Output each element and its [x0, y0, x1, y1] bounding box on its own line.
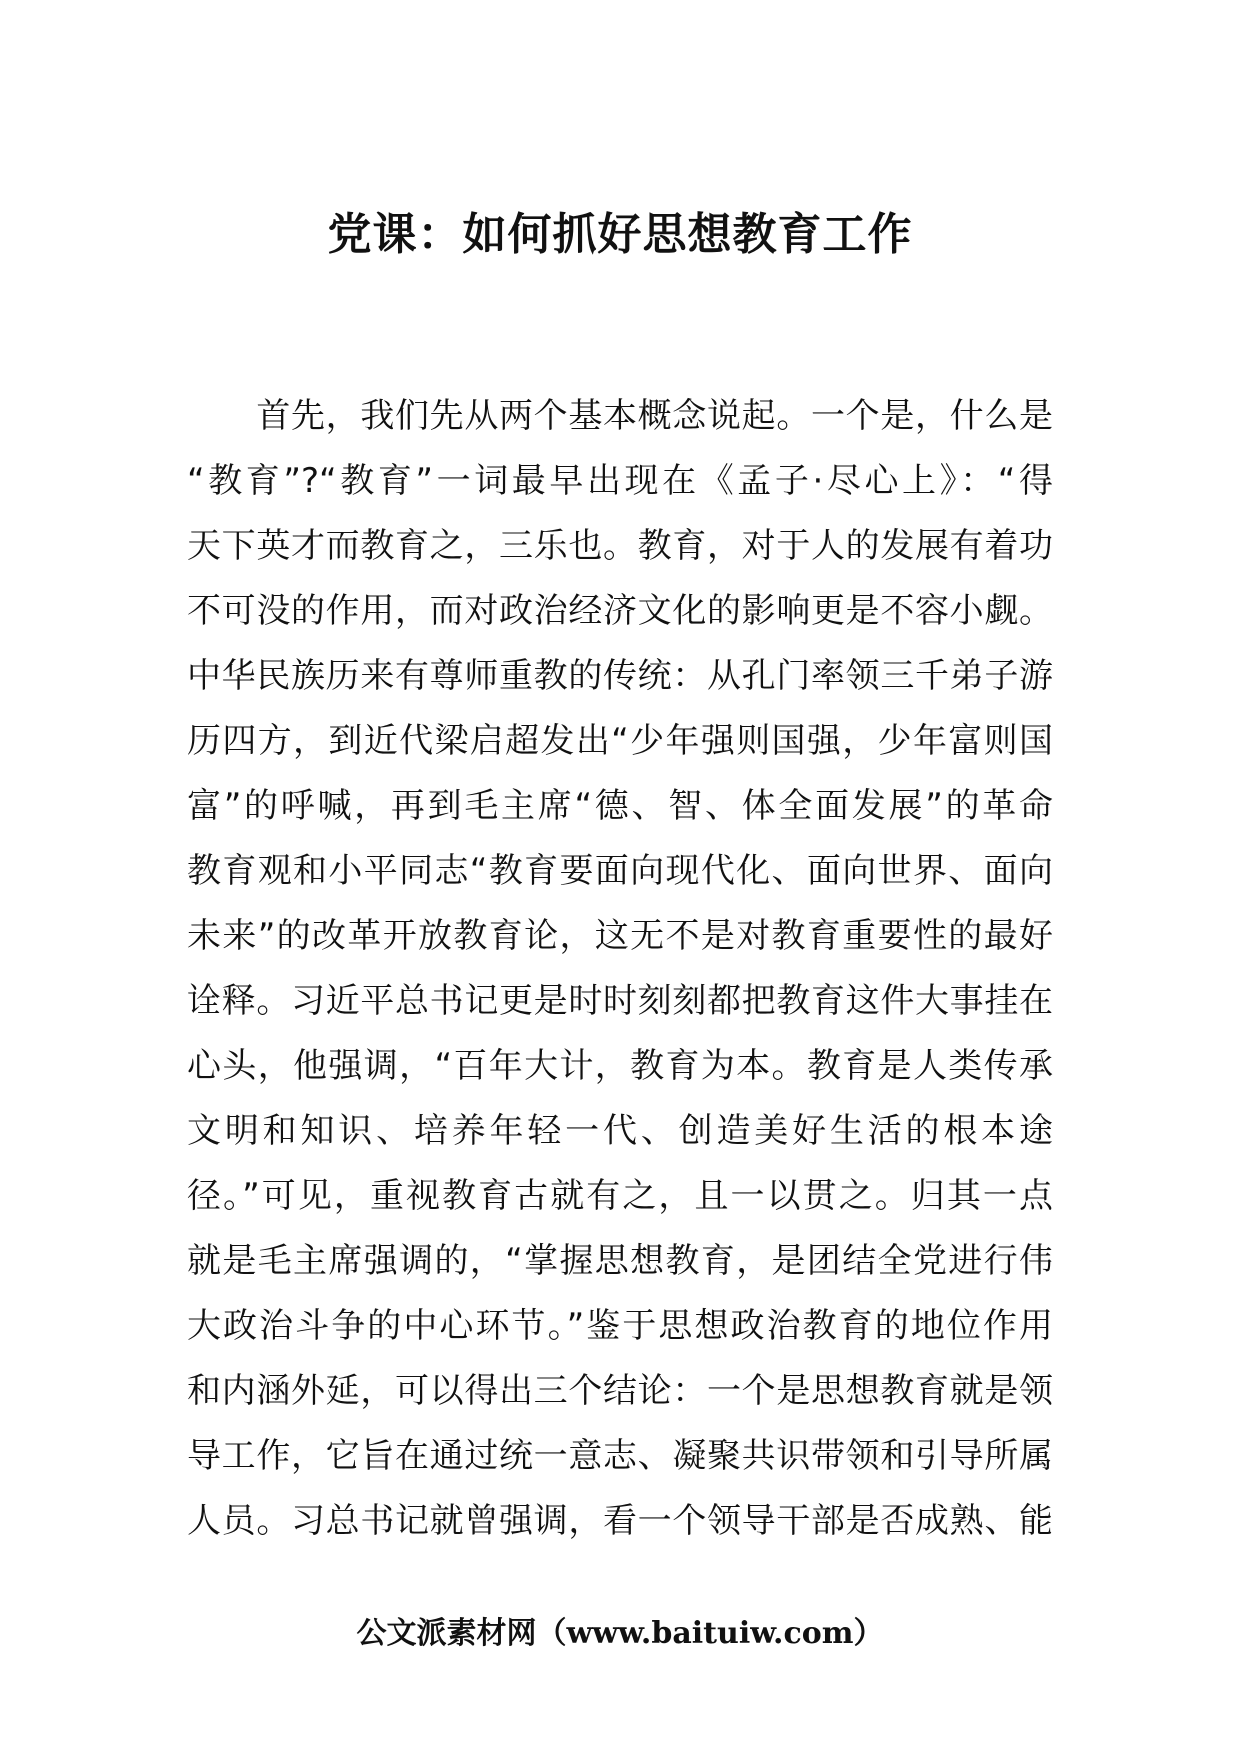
body-line-15: 大政治斗争的中心环节。”鉴于思想政治教育的地位作用: [187, 1306, 1053, 1346]
body-line-9: 未来”的改革开放教育论，这无不是对教育重要性的最好: [187, 916, 1053, 956]
body-line-2: “教育”?“教育”一词最早出现在《孟子·尽心上》：“得: [187, 461, 1053, 501]
page-footer: 公文派素材网（www.baituiw.com）: [356, 1616, 884, 1651]
body-line-3: 天下英才而教育之，三乐也。教育，对于人的发展有着功: [187, 526, 1053, 566]
body-line-6: 历四方，到近代梁启超发出“少年强则国强，少年富则国: [187, 721, 1053, 761]
body-line-18: 人员。习总书记就曾强调，看一个领导干部是否成熟、能: [187, 1501, 1053, 1541]
body-line-1: 首先，我们先从两个基本概念说起。一个是，什么是: [187, 396, 1053, 436]
body-line-8: 教育观和小平同志“教育要面向现代化、面向世界、面向: [187, 851, 1053, 891]
body-line-4: 不可没的作用，而对政治经济文化的影响更是不容小觑。: [187, 591, 1053, 631]
body-line-5: 中华民族历来有尊师重教的传统：从孔门率领三千弟子游: [187, 656, 1053, 696]
body-line-10: 诠释。习近平总书记更是时时刻刻都把教育这件大事挂在: [187, 981, 1053, 1021]
body-line-14: 就是毛主席强调的，“掌握思想教育，是团结全党进行伟: [187, 1241, 1053, 1281]
body-line-17: 导工作，它旨在通过统一意志、凝聚共识带领和引导所属: [187, 1436, 1053, 1476]
body-line-16: 和内涵外延，可以得出三个结论：一个是思想教育就是领: [187, 1371, 1053, 1411]
document-title: 党课：如何抓好思想教育工作: [327, 209, 913, 260]
document-body: [187, 384, 1053, 1554]
body-line-7: 富”的呼喊，再到毛主席“德、智、体全面发展”的革命: [187, 786, 1053, 826]
body-line-11: 心头，他强调，“百年大计，教育为本。教育是人类传承: [187, 1046, 1053, 1086]
body-line-12: 文明和知识、培养年轻一代、创造美好生活的根本途: [187, 1111, 1053, 1151]
body-line-13: 径。”可见，重视教育古就有之，且一以贯之。归其一点: [187, 1176, 1053, 1216]
